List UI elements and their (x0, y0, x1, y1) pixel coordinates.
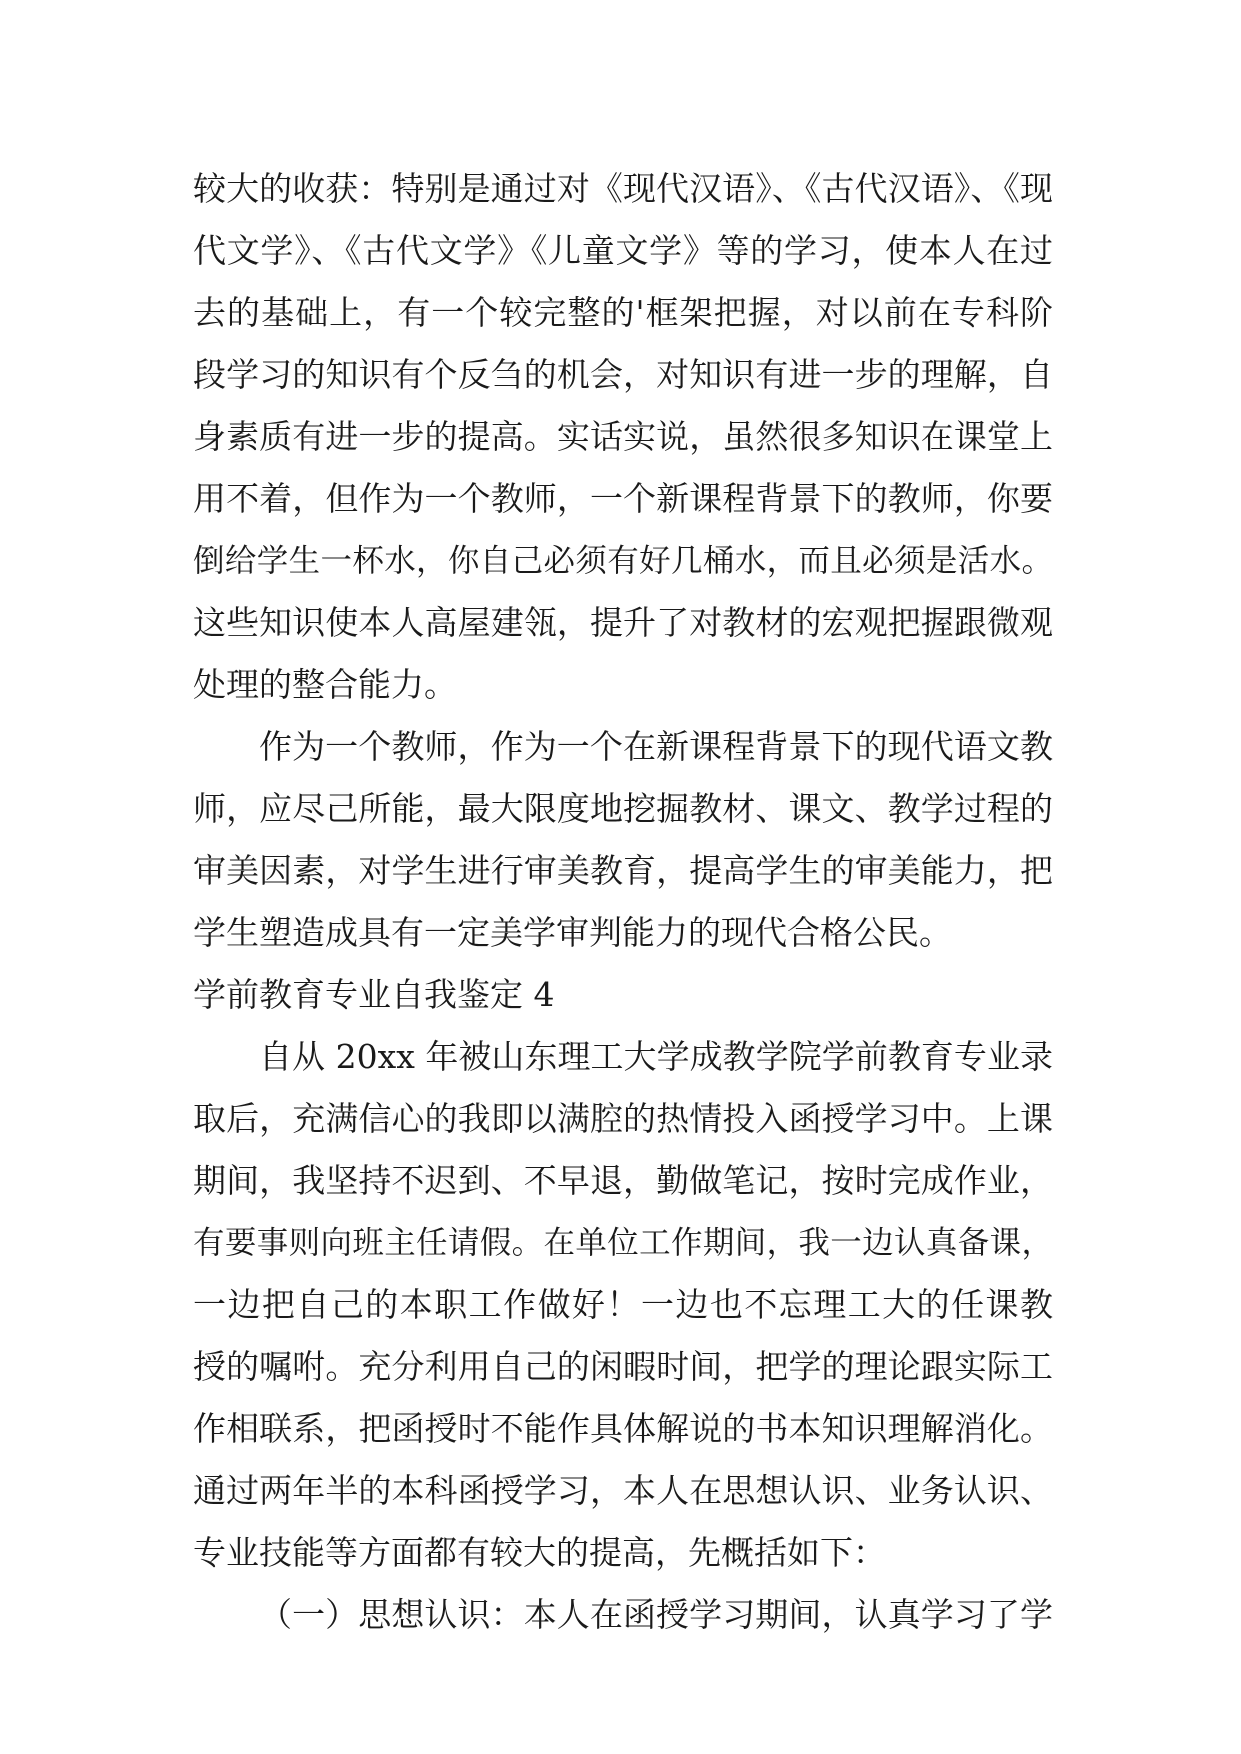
text-line: 去的基础上，有一个较完整的'框架把握，对以前在专科阶 (193, 293, 1053, 332)
text-line: 审美因素，对学生进行审美教育，提高学生的审美能力，把 (193, 851, 1053, 890)
text-line: 这些知识使本人高屋建瓴，提升了对教材的宏观把握跟微观 (193, 603, 1053, 642)
text-line: 身素质有进一步的提高。实话实说，虽然很多知识在课堂上 (193, 417, 1053, 456)
document-body (193, 158, 1053, 1646)
text-line: 有要事则向班主任请假。在单位工作期间，我一边认真备课， (193, 1225, 1053, 1261)
text-line: 段学习的知识有个反刍的机会，对知识有进一步的理解，自 (193, 355, 1053, 394)
text-line: 专业技能等方面都有较大的提高，先概括如下： (193, 1533, 886, 1572)
text-line: 作相联系，把函授时不能作具体解说的书本知识理解消化。 (193, 1409, 1053, 1448)
text-line: 倒给学生一杯水，你自己必须有好几桶水，而且必须是活水。 (193, 543, 1053, 579)
text-line: 较大的收获：特别是通过对《现代汉语》、《古代汉语》、《现 (193, 169, 1053, 208)
text-line: 取后，充满信心的我即以满腔的热情投入函授学习中。上课 (193, 1099, 1053, 1138)
text-line: 处理的整合能力。 (193, 665, 457, 704)
text-line: 授的嘱咐。充分利用自己的闲暇时间，把学的理论跟实际工 (193, 1347, 1053, 1386)
text-line: 期间，我坚持不迟到、不早退，勤做笔记，按时完成作业， (193, 1161, 1053, 1200)
text-line: 师，应尽己所能，最大限度地挖掘教材、课文、教学过程的 (193, 789, 1053, 828)
text-line: 学生塑造成具有一定美学审判能力的现代合格公民。 (193, 913, 952, 952)
text-line: 作为一个教师，作为一个在新课程背景下的现代语文教 (259, 727, 1053, 766)
text-line: 代文学》、《古代文学》《儿童文学》等的学习，使本人在过 (193, 231, 1053, 270)
text-line: 用不着，但作为一个教师，一个新课程背景下的教师，你要 (193, 479, 1053, 518)
text-line: 自从 20xx 年被山东理工大学成教学院学前教育专业录 (259, 1037, 1053, 1076)
section-heading: 学前教育专业自我鉴定 4 (193, 975, 555, 1014)
text-line: 通过两年半的本科函授学习，本人在思想认识、业务认识、 (193, 1471, 1053, 1510)
text-line: 一边把自己的本职工作做好！一边也不忘理工大的任课教 (193, 1285, 1053, 1324)
text-line: （一）思想认识：本人在函授学习期间，认真学习了学 (259, 1595, 1053, 1634)
